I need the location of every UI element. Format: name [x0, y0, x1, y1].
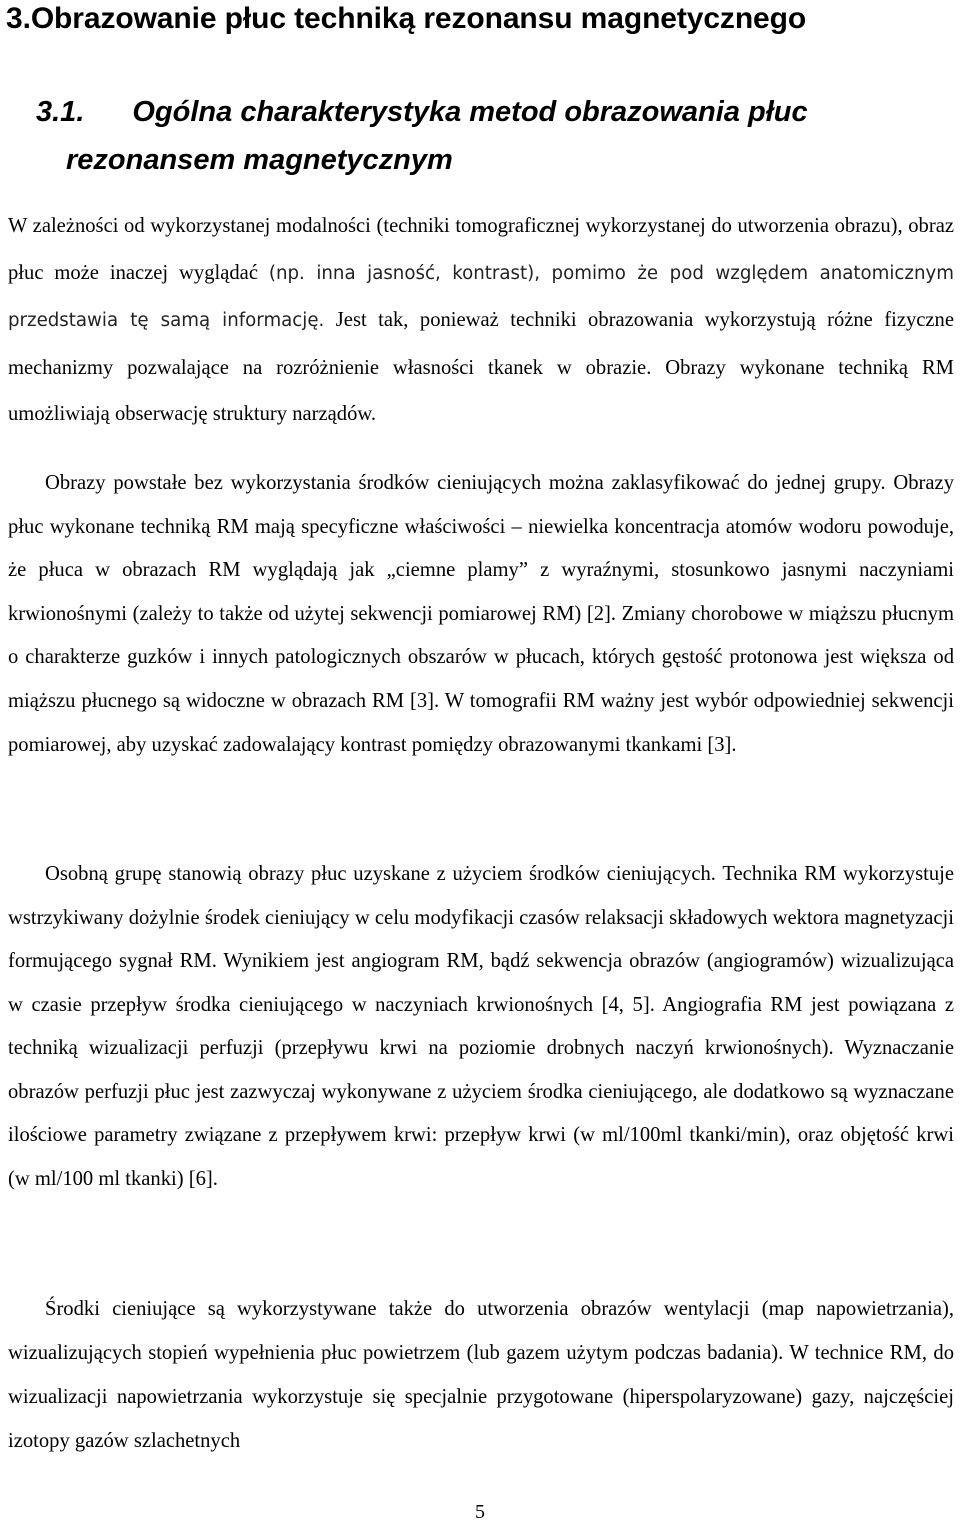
subsection-heading: [36, 88, 936, 184]
section-heading: 3.Obrazowanie płuc techniką rezonansu magnetycznego: [6, 2, 807, 35]
paragraph-2: [8, 462, 954, 767]
subsection-title-line2: rezonansem magnetycznym: [66, 144, 453, 176]
paragraph-2-text: Obrazy powstałe bez wykorzystania środków cieniujących można zaklasyfikować do jednej grupy. Obrazy płuc wykonane techniką RM mają specyficzne właściwości – niewielka koncentracja atomów wodoru powoduje, że płuca w obrazach RM wyglądają jak „ciemne plamy” z wyraźnymi, stosunkowo jasnymi naczyniami krwionośnymi (zależy to także od użytej sekwencji pomiarowej RM) [2]. Zmiany chorobowe w miąższu płucnym o charakterze guzków i innych patologicznych obszarów w płucach, których gęstość protonowa jest większa od miąższu płucnego są widoczne w obrazach RM [3]. W tomografii RM ważny jest wybór odpowiedniej sekwencji pomiarowej, aby uzyskać zadowalający kontrast pomiędzy obrazowanymi tkankami [3].: [8, 472, 954, 756]
paragraph-3-text: Osobną grupę stanowią obrazy płuc uzyskane z użyciem środków cieniujących. Technika RM wykorzystuje wstrzykiwany dożylnie środek cieniujący w celu modyfikacji czasów relaksacji składowych wektora magnetyzacji formującego sygnał RM. Wynikiem jest angiogram RM, bądź sekwencja obrazów (angiogramów) wizualizująca w czasie przepływ środka cieniującego w naczyniach krwionośnych [4, 5]. Angiografia RM jest powiązana z techniką wizualizacji perfuzji (przepływu krwi na poziomie drobnych naczyń krwionośnych). Wyznaczanie obrazów perfuzji płuc jest zazwyczaj wykonywane z użyciem środka cieniującego, ale dodatkowo są wyznaczane ilościowe parametry związane z przepływem krwi: przepływ krwi (w ml/100ml tkanki/min), oraz objętość krwi (w ml/100 ml tkanki) [6].: [8, 863, 954, 1190]
paragraph-1-sans-text: (np. inna jasność, kontrast), pomimo że pod względem anatomicznym przedstawia tę samą informację.: [8, 262, 954, 332]
paragraph-1-text: W zależności od wykorzystanej modalności (techniki tomograficznej wykorzystanej do utworzenia obrazu), obraz płuc może inaczej wyglądać: [8, 215, 954, 284]
subsection-title-line1: Ogólna charakterystyka metod obrazowania płuc: [132, 96, 808, 128]
paragraph-4-text: Środki cieniujące są wykorzystywane także do utworzenia obrazów wentylacji (map napowietrzania), wizualizujących stopień wypełnienia płuc powietrzem (lub gazem użytym podczas badania). W technice RM, do wizualizacji napowietrzania wykorzystuje się specjalnie przygotowane (hiperspolaryzowane) gazy, najczęściej izotopy gazów szlachetnych: [8, 1298, 954, 1452]
paragraph-4: [8, 1287, 954, 1463]
subsection-number: 3.1.: [36, 96, 85, 128]
paragraph-1: [8, 203, 954, 438]
paragraph-3: [8, 853, 954, 1201]
paragraph-1-rest: Jest tak, ponieważ techniki obrazowania wykorzystują różne fizyczne mechanizmy pozwalające na rozróżnienie własności tkanek w obrazie. Obrazy wykonane techniką RM umożliwiają obserwację struktury narządów.: [8, 309, 954, 426]
page-number: 5: [475, 1501, 485, 1523]
